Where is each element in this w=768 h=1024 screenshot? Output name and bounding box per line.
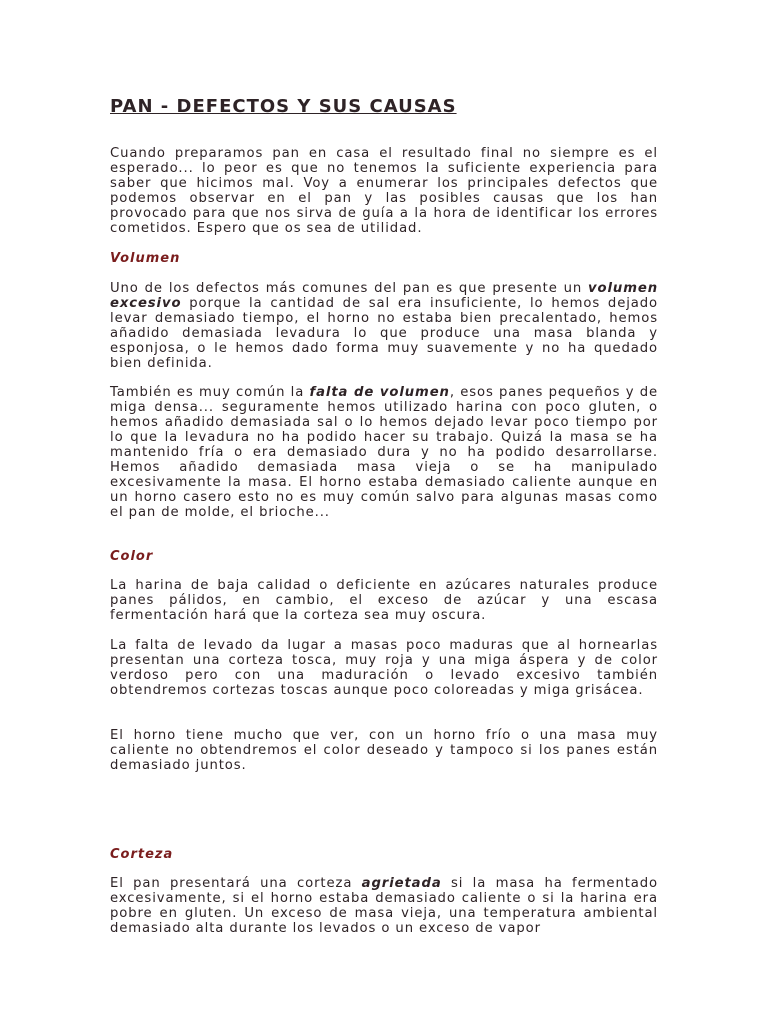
volumen-p1-emphasis: volumen excesivo — [110, 281, 658, 311]
corteza-p1-emphasis: agrietada — [361, 876, 442, 891]
volumen-p2-emphasis: falta de volumen — [309, 385, 450, 400]
corteza-paragraph-1 — [110, 876, 658, 936]
corteza-p1-text-b: si la masa ha fermentado excesivamente, si el horno estaba demasiado caliente o si la harina era pobre en gluten. Un exceso de masa vieja, una temperatura ambiental demasiado alta durante los levados o un exceso de vapor — [110, 876, 658, 936]
heading-corteza: Corteza — [110, 847, 174, 862]
volumen-p1-text-b: porque la cantidad de sal era insuficiente, lo hemos dejado levar demasiado tiempo, el horno no estaba bien precalentado, hemos añadido demasiada levadura lo que produce una masa blanda y esponjosa, o le hemos dado forma muy suavemente y no ha quedado bien definida. — [110, 296, 658, 371]
volumen-p2-text-b: , esos panes pequeños y de miga densa... seguramente hemos utilizado harina con poco gluten, o hemos añadido demasiada sal o lo hemos dejado levar poco tiempo por lo que la levadura no ha podido hacer su trabajo. Quizá la masa se ha mantenido fría o era demasiado dura y no ha podido desarrollarse. Hemos añadido demasiada masa vieja o se ha manipulado excesivamente la masa. El horno estaba demasiado caliente aunque en un horno casero esto no es muy común salvo para algunas masas como el pan de molde, el brioche... — [110, 385, 658, 520]
color-paragraph-3: El horno tiene mucho que ver, con un horno frío o una masa muy caliente no obtendremos el color deseado y tampoco si los panes están demasiado juntos. — [110, 728, 658, 773]
heading-volumen: Volumen — [110, 251, 181, 266]
volumen-p1-text-a: Uno de los defectos más comunes del pan es que presente un — [110, 281, 589, 296]
volumen-p2-text-a: También es muy común la — [110, 385, 310, 400]
color-paragraph-1: La harina de baja calidad o deficiente en azúcares naturales produce panes pálidos, en cambio, el exceso de azúcar y una escasa fermentación hará que la corteza sea muy oscura. — [110, 578, 658, 623]
page-title: PAN - DEFECTOS Y SUS CAUSAS — [110, 96, 457, 117]
intro-paragraph: Cuando preparamos pan en casa el resultado final no siempre es el esperado... lo peor es que no tenemos la suficiente experiencia para saber que hicimos mal. Voy a enumerar los principales defectos que podemos observar en el pan y las posibles causas que los han provocado para que nos sirva de guía a la hora de identificar los errores cometidos. Espero que os sea de utilidad. — [110, 146, 658, 236]
corteza-p1-text-a: El pan presentará una corteza — [110, 876, 362, 891]
volumen-paragraph-2 — [110, 385, 658, 520]
color-paragraph-2: La falta de levado da lugar a masas poco maduras que al hornearlas presentan una corteza tosca, muy roja y una miga áspera y de color verdoso pero con una maduración o levado excesivo también obtendremos cortezas toscas aunque poco coloreadas y miga grisácea. — [110, 638, 658, 698]
heading-color: Color — [110, 549, 154, 564]
volumen-paragraph-1 — [110, 281, 658, 371]
